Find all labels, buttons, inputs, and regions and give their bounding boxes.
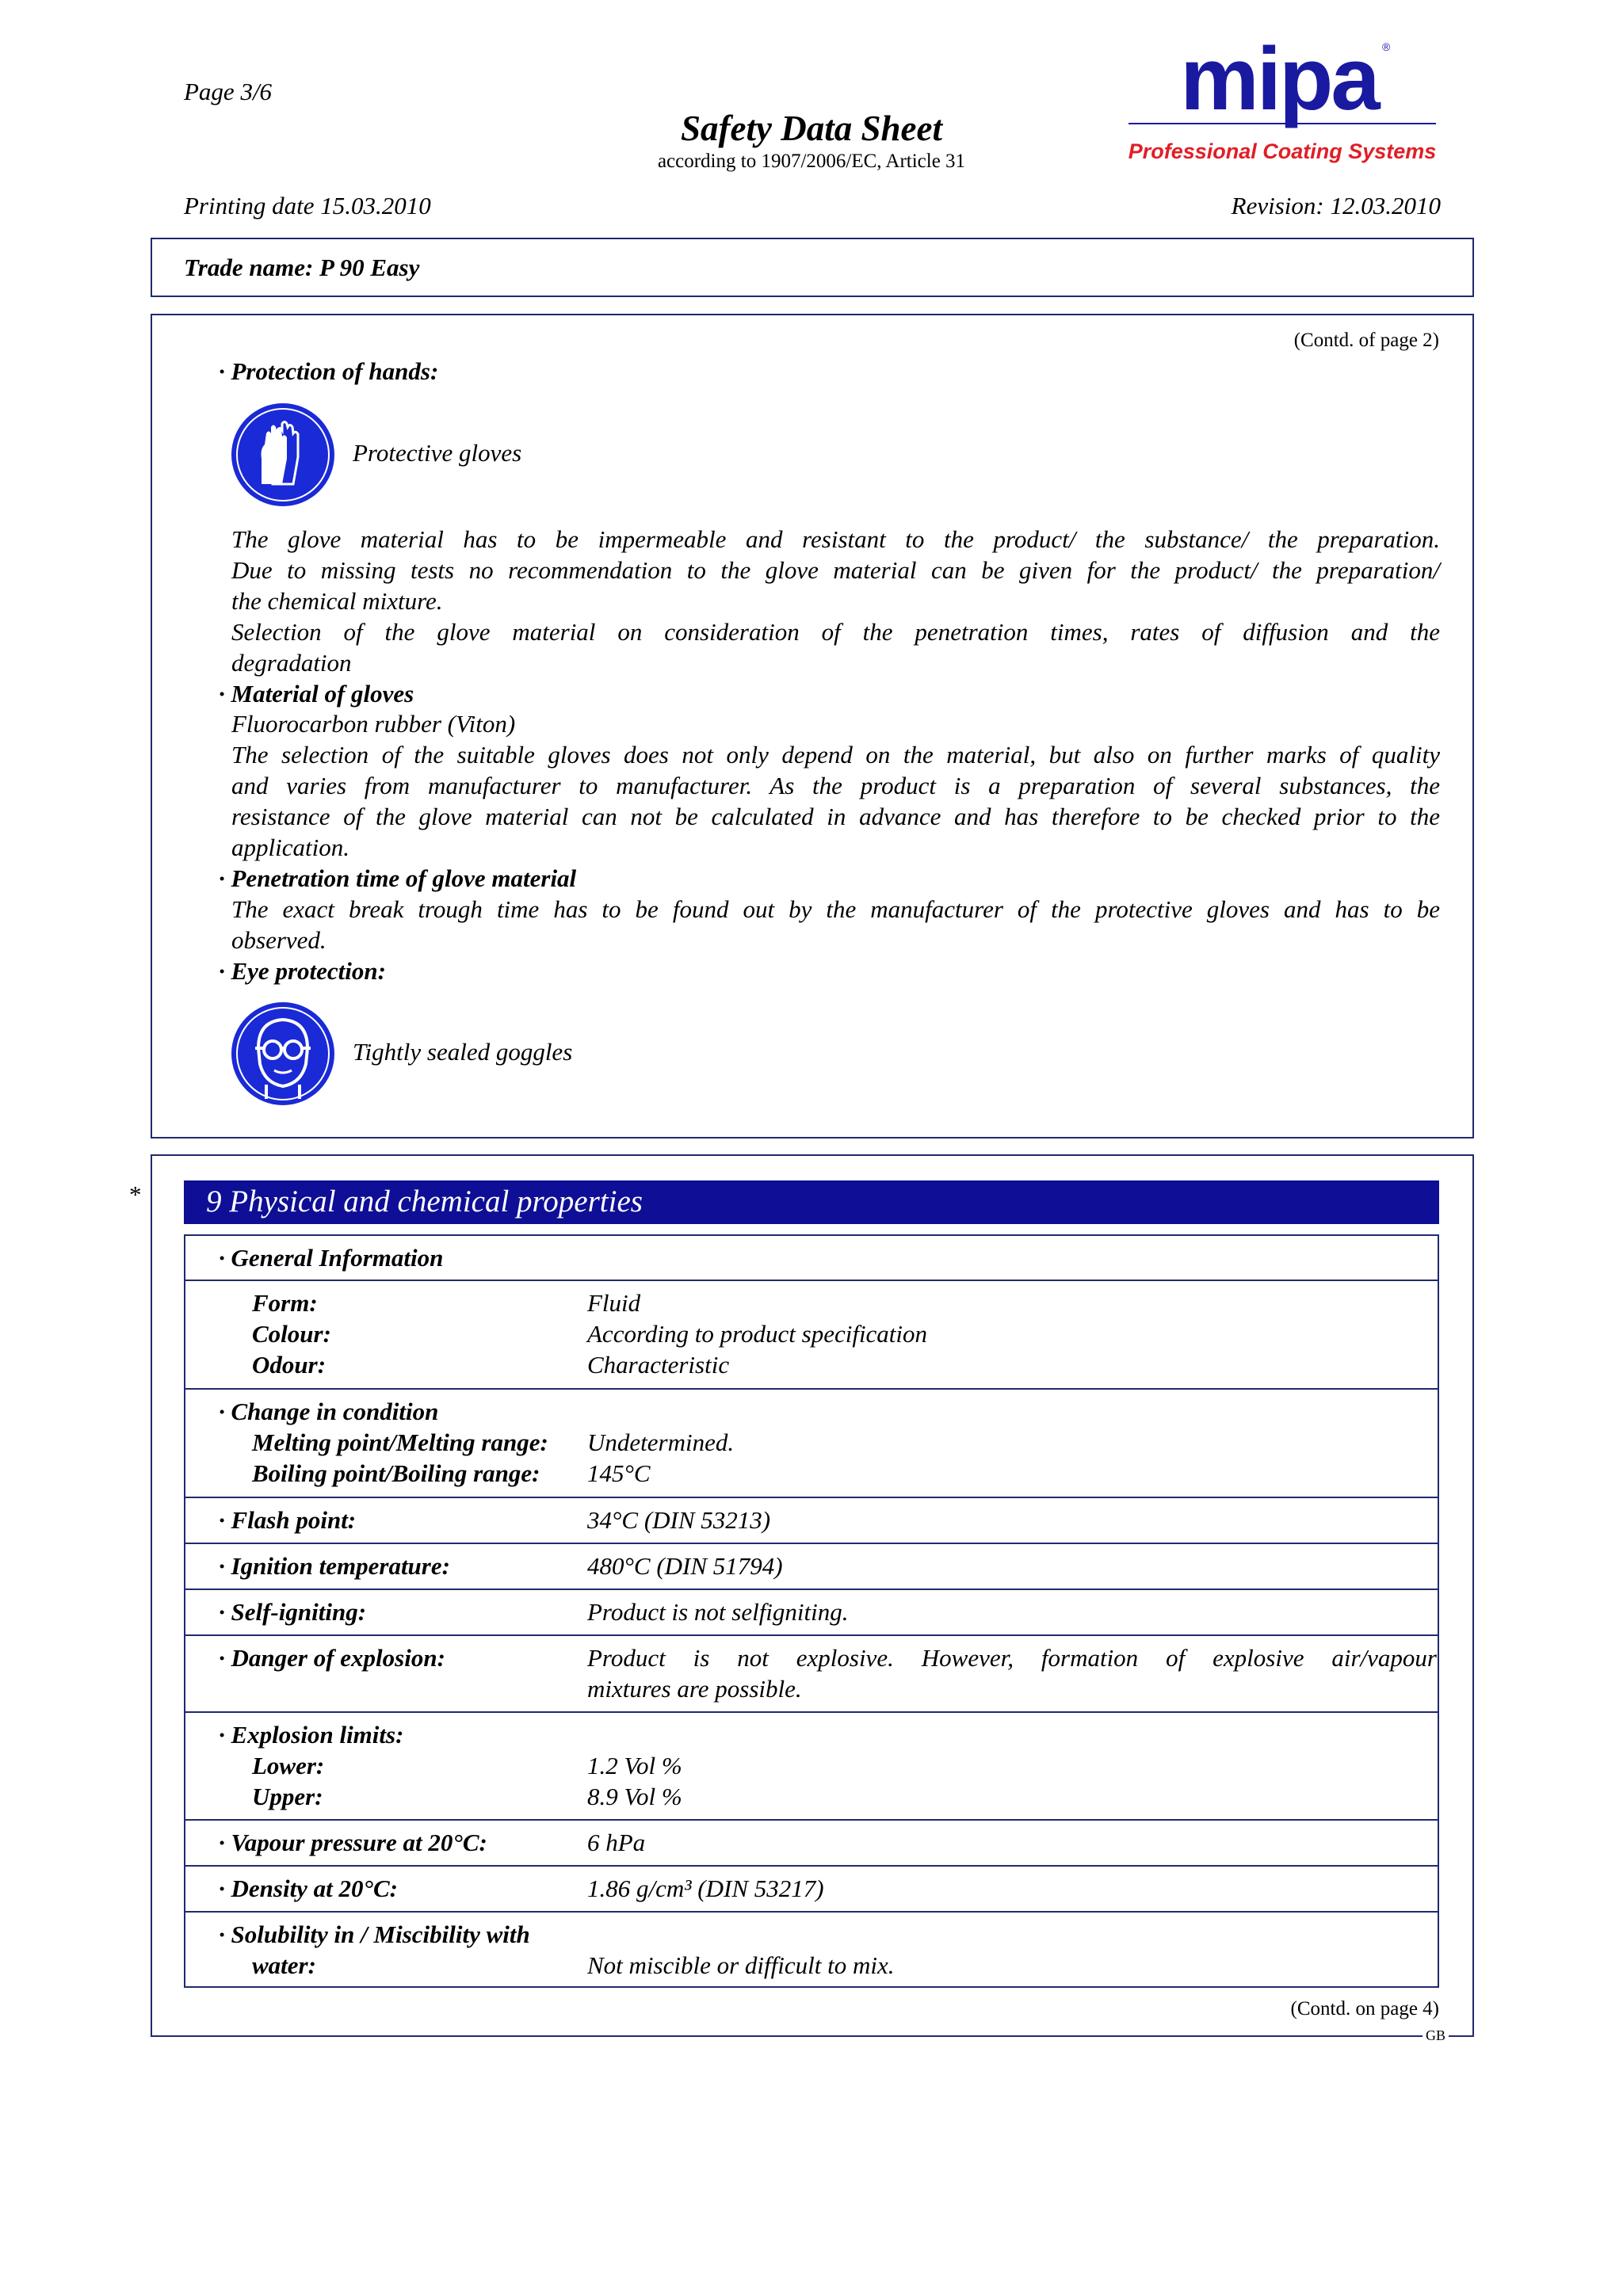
country-code: GB xyxy=(1423,2027,1449,2044)
goggles-label: Tightly sealed goggles xyxy=(353,1038,573,1066)
revision-date: Revision: 12.03.2010 xyxy=(1231,192,1441,219)
colour-label: Colour: xyxy=(252,1320,331,1348)
continued-on-label: (Contd. on page 4) xyxy=(1290,1998,1439,2019)
glove-text-line: Selection of the glove material on consideration of the penetration times, rates of diffusion and the xyxy=(231,618,1440,646)
colour-value: According to product specification xyxy=(587,1320,928,1348)
self-igniting-value: Product is not selfigniting. xyxy=(587,1598,849,1626)
logo-wordmark: mipa xyxy=(1180,30,1378,128)
table-divider xyxy=(184,1497,1439,1498)
density-label: · Density at 20°C: xyxy=(219,1875,398,1902)
material-text-line: application. xyxy=(231,833,349,861)
melting-label: Melting point/Melting range: xyxy=(252,1428,548,1456)
melting-value: Undetermined. xyxy=(587,1428,735,1456)
table-divider xyxy=(184,1911,1439,1913)
material-text-line: Fluorocarbon rubber (Viton) xyxy=(231,710,516,738)
danger-of-explosion-value: Product is not explosive. However, formation of explosive air/vapour xyxy=(587,1644,1437,1672)
table-divider xyxy=(184,1711,1439,1713)
form-value: Fluid xyxy=(587,1289,641,1317)
flash-point-value: 34°C (DIN 53213) xyxy=(587,1506,771,1534)
lower-limit-label: Lower: xyxy=(252,1752,325,1779)
danger-of-explosion-value-cont: mixtures are possible. xyxy=(587,1675,802,1703)
solubility-value: Not miscible or difficult to mix. xyxy=(587,1951,895,1979)
printing-date: Printing date 15.03.2010 xyxy=(184,192,431,219)
material-text-line: resistance of the glove material can not be calculated in advance and has therefore to be checked prior to the xyxy=(231,803,1440,830)
penetration-heading: · Penetration time of glove material xyxy=(219,864,577,892)
material-text-line: and varies from manufacturer to manufacturer. As the product is a preparation of several substances, the xyxy=(231,772,1440,799)
continued-from-label: (Contd. of page 2) xyxy=(1293,330,1439,351)
glove-text-line: The glove material has to be impermeable and resistant to the product/ the substance/ the preparation. xyxy=(231,525,1440,553)
table-divider xyxy=(184,1589,1439,1590)
ignition-temperature-label: · Ignition temperature: xyxy=(219,1552,450,1580)
trade-name: Trade name: P 90 Easy xyxy=(184,254,420,281)
vapour-pressure-label: · Vapour pressure at 20°C: xyxy=(219,1829,487,1856)
logo-tagline: Professional Coating Systems xyxy=(1128,139,1437,163)
glove-text-line: the chemical mixture. xyxy=(231,587,443,615)
solubility-label: · Solubility in / Miscibility with xyxy=(219,1920,530,1948)
document-title: Safety Data Sheet xyxy=(681,109,942,148)
form-label: Form: xyxy=(252,1289,318,1317)
upper-limit-label: Upper: xyxy=(252,1783,323,1810)
table-divider xyxy=(184,1819,1439,1821)
goggles-icon xyxy=(230,1001,336,1107)
glove-text-line: Due to missing tests no recommendation to the glove material can be given for the product/ the preparation/ xyxy=(231,556,1440,584)
hands-heading: · Protection of hands: xyxy=(219,357,439,385)
boiling-label: Boiling point/Boiling range: xyxy=(252,1459,540,1487)
vapour-pressure-value: 6 hPa xyxy=(587,1829,646,1856)
lower-limit-value: 1.2 Vol % xyxy=(587,1752,682,1779)
self-igniting-label: · Self-igniting: xyxy=(219,1598,367,1626)
penetration-text-line: observed. xyxy=(231,926,327,954)
revision-star: * xyxy=(129,1180,142,1208)
table-divider xyxy=(184,1634,1439,1636)
gloves-label: Protective gloves xyxy=(353,439,522,467)
table-divider xyxy=(184,1280,1439,1281)
eye-heading: · Eye protection: xyxy=(219,957,386,985)
ignition-temperature-value: 480°C (DIN 51794) xyxy=(587,1552,783,1580)
table-divider xyxy=(184,1865,1439,1867)
material-text-line: The selection of the suitable gloves does not only depend on the material, but also on further marks of quality xyxy=(231,741,1440,769)
density-value: 1.86 g/cm³ (DIN 53217) xyxy=(587,1875,824,1902)
material-heading: · Material of gloves xyxy=(219,680,414,707)
table-divider xyxy=(184,1388,1439,1390)
boiling-value: 145°C xyxy=(587,1459,651,1487)
mipa-logo xyxy=(1124,30,1441,173)
odour-label: Odour: xyxy=(252,1351,327,1379)
section-9-title: 9 Physical and chemical properties xyxy=(206,1184,643,1219)
document-subtitle: according to 1907/2006/EC, Article 31 xyxy=(657,151,966,172)
penetration-text-line: The exact break trough time has to be found out by the manufacturer of the protective gloves and has to be xyxy=(231,895,1440,923)
glove-text-line: degradation xyxy=(231,649,352,677)
gloves-icon xyxy=(230,402,336,508)
general-info-heading: · General Information xyxy=(219,1244,444,1272)
upper-limit-value: 8.9 Vol % xyxy=(587,1783,682,1810)
odour-value: Characteristic xyxy=(587,1351,730,1379)
solubility-label-cont: water: xyxy=(252,1951,316,1979)
page-number: Page 3/6 xyxy=(184,78,273,105)
flash-point-label: · Flash point: xyxy=(219,1506,357,1534)
registered-mark: ® xyxy=(1382,40,1391,53)
change-in-condition-heading: · Change in condition xyxy=(219,1398,439,1425)
danger-of-explosion-label: · Danger of explosion: xyxy=(219,1644,445,1672)
explosion-limits-heading: · Explosion limits: xyxy=(219,1721,404,1749)
table-divider xyxy=(184,1543,1439,1544)
